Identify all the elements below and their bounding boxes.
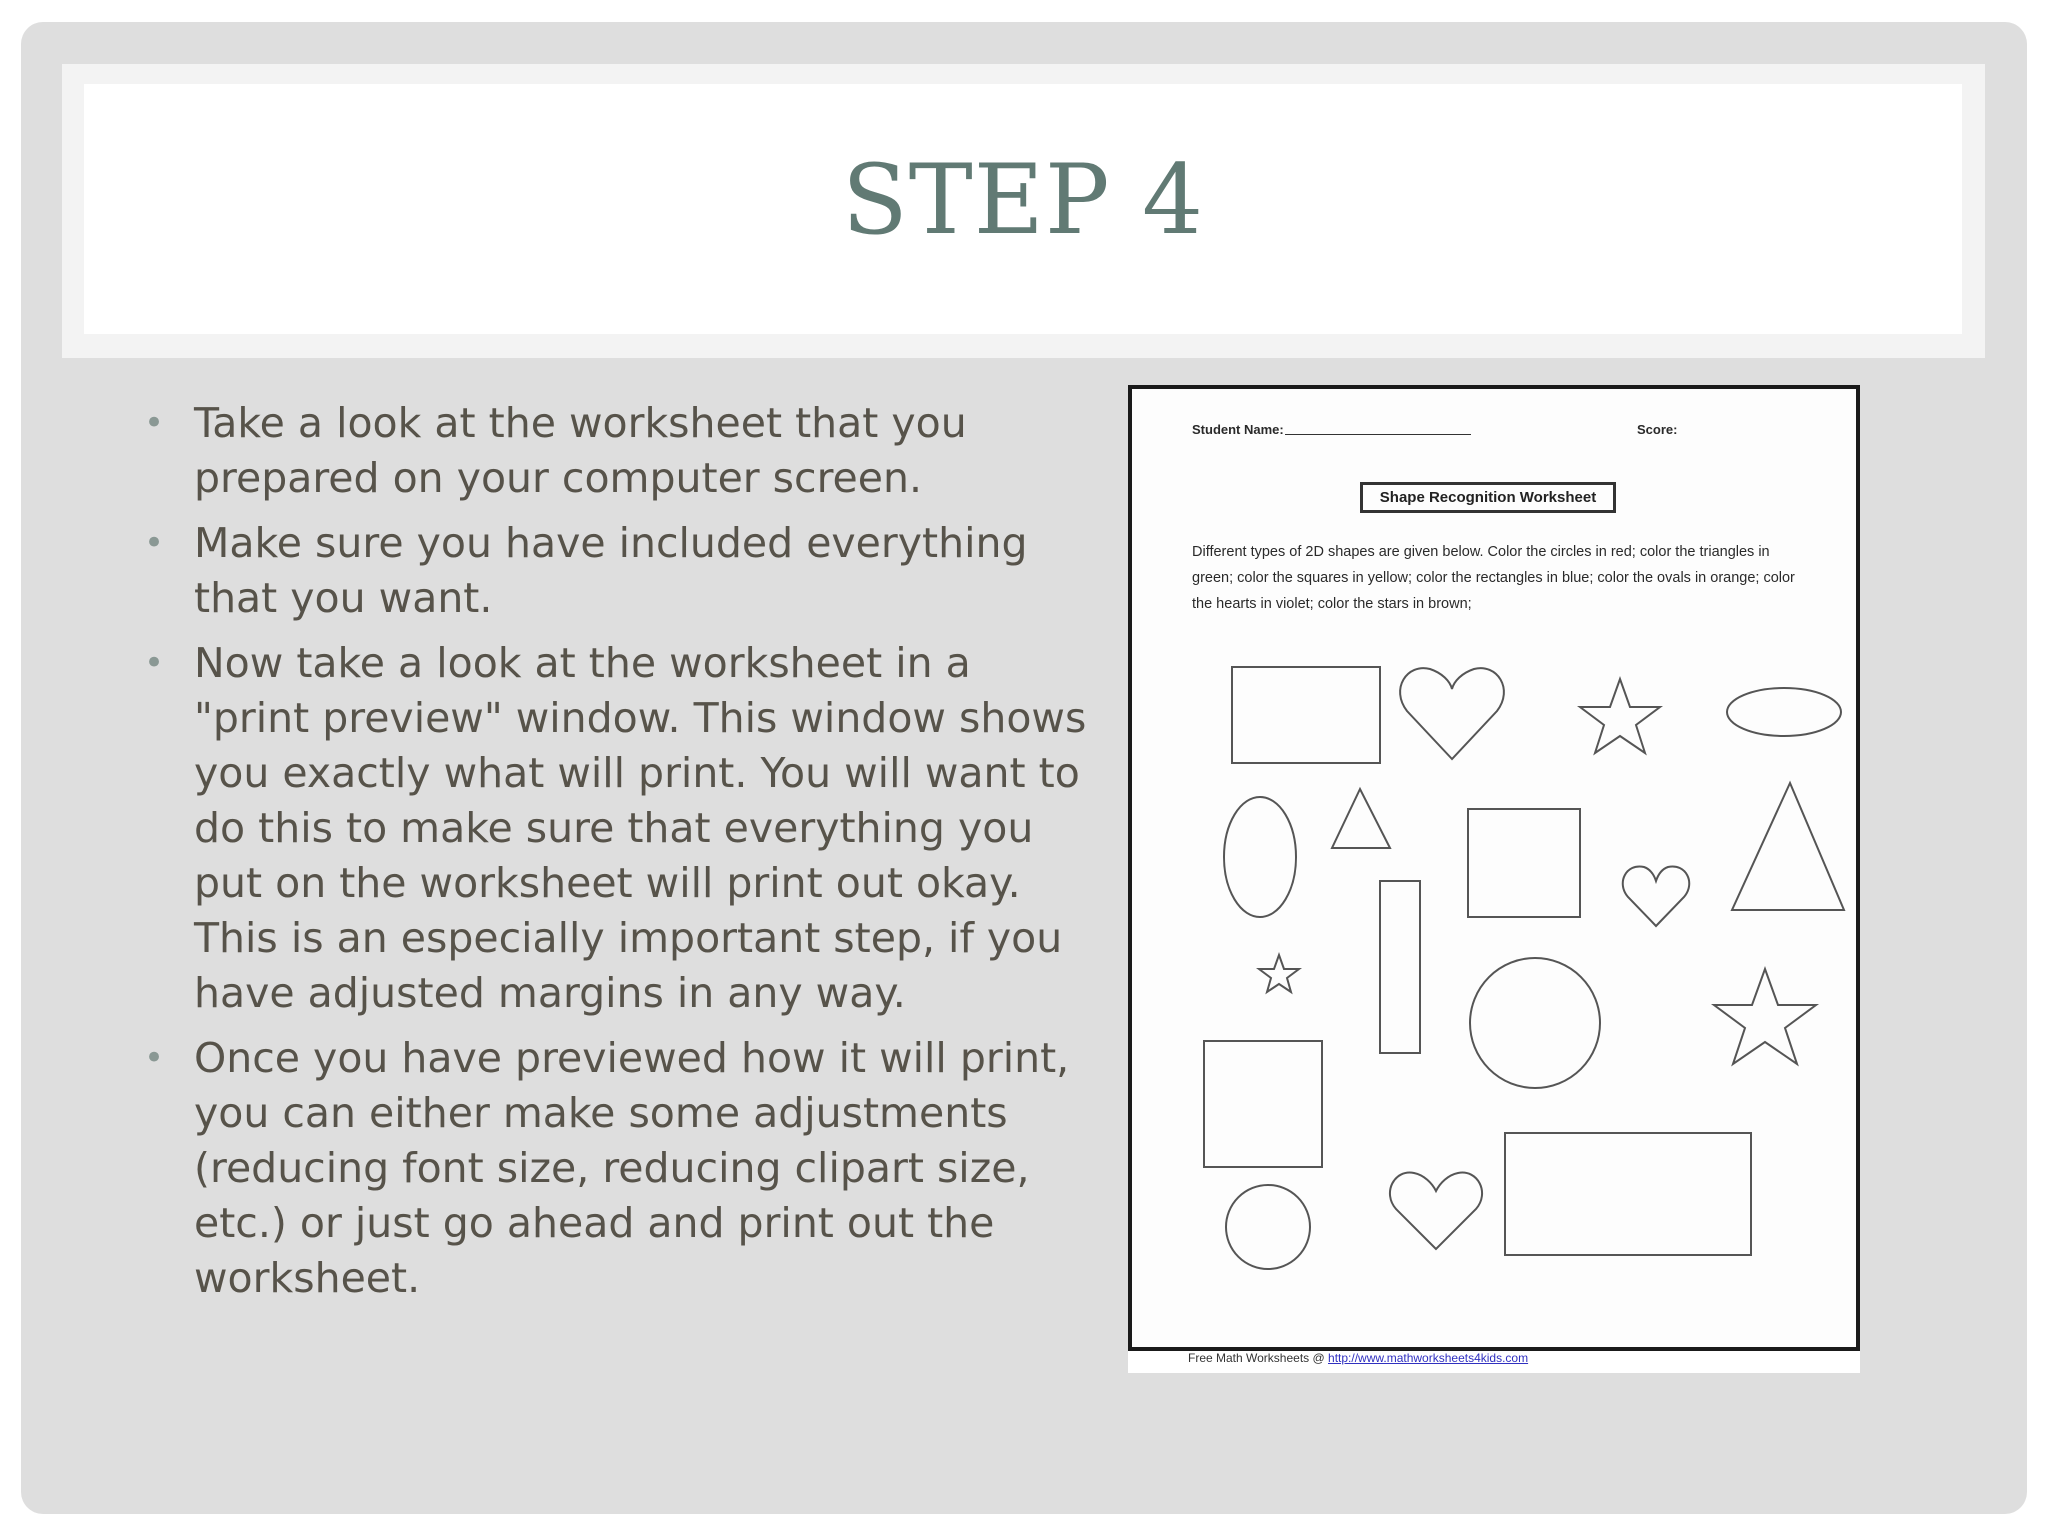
star-shape-1 [1580,679,1660,753]
oval-shape-1 [1727,688,1841,736]
triangle-shape-1 [1332,789,1390,848]
shapes-drawing [1132,389,1856,1347]
bullet-text: Now take a look at the worksheet in a "print preview" window. This window shows you exactly what will print. You will want to do this to make sure that everything you put on the worksheet will print out okay. This is an especially important step, if you have adjusted margins in any way. [194,639,1087,1017]
bullet-item [140,1031,1095,1306]
bullet-item [140,636,1095,1021]
rectangle-shape-2 [1380,881,1420,1053]
star-shape-2 [1259,955,1299,992]
circle-shape-1 [1470,958,1600,1088]
square-shape-1 [1468,809,1580,917]
worksheet-instructions: Different types of 2D shapes are given below. Color the circles in red; color the triangles in green; color the squares in yellow; color the rectangles in blue; color the ovals in orange; color the hearts in violet; color the stars in brown; [1192,544,1795,612]
bullet-text: Once you have previewed how it will print, you can either make some adjustments (reducing font size, reducing clipart size, etc.) or just go ahead and print out the worksheet. [194,1034,1070,1302]
bullet-item [140,396,1095,506]
title-box [84,84,1962,334]
worksheet-heading: Shape Recognition Worksheet [1360,482,1616,513]
bullet-dot-icon: • [144,1038,165,1078]
star-shape-3 [1714,969,1816,1064]
worksheet-frame [1128,385,1860,1351]
circle-shape-2 [1226,1185,1310,1269]
student-name-label: Student Name: [1192,422,1284,437]
slide-title: STEP 4 [841,144,1205,256]
bullet-list [140,396,1095,1316]
bullet-item [140,516,1095,626]
heart-shape-1 [1400,668,1504,759]
triangle-shape-2 [1732,783,1844,910]
worksheet-footer [1188,1351,1528,1365]
bullet-text: Make sure you have included everything that you want. [194,519,1028,622]
square-shape-2 [1204,1041,1322,1167]
bullet-text: Take a look at the worksheet that you prepared on your computer screen. [194,399,967,502]
bullet-dot-icon: • [144,403,165,443]
worksheet-image [1128,385,1860,1373]
bullet-dot-icon: • [144,523,165,563]
rectangle-shape-3 [1505,1133,1751,1255]
footer-link: http://www.mathworksheets4kids.com [1328,1351,1529,1365]
heart-shape-2 [1623,866,1689,926]
oval-shape-2 [1224,797,1296,917]
bullet-dot-icon: • [144,643,165,683]
heart-shape-3 [1390,1173,1482,1249]
rectangle-shape-1 [1232,667,1380,763]
score-label: Score: [1637,422,1678,437]
footer-text: Free Math Worksheets @ [1188,1351,1329,1365]
